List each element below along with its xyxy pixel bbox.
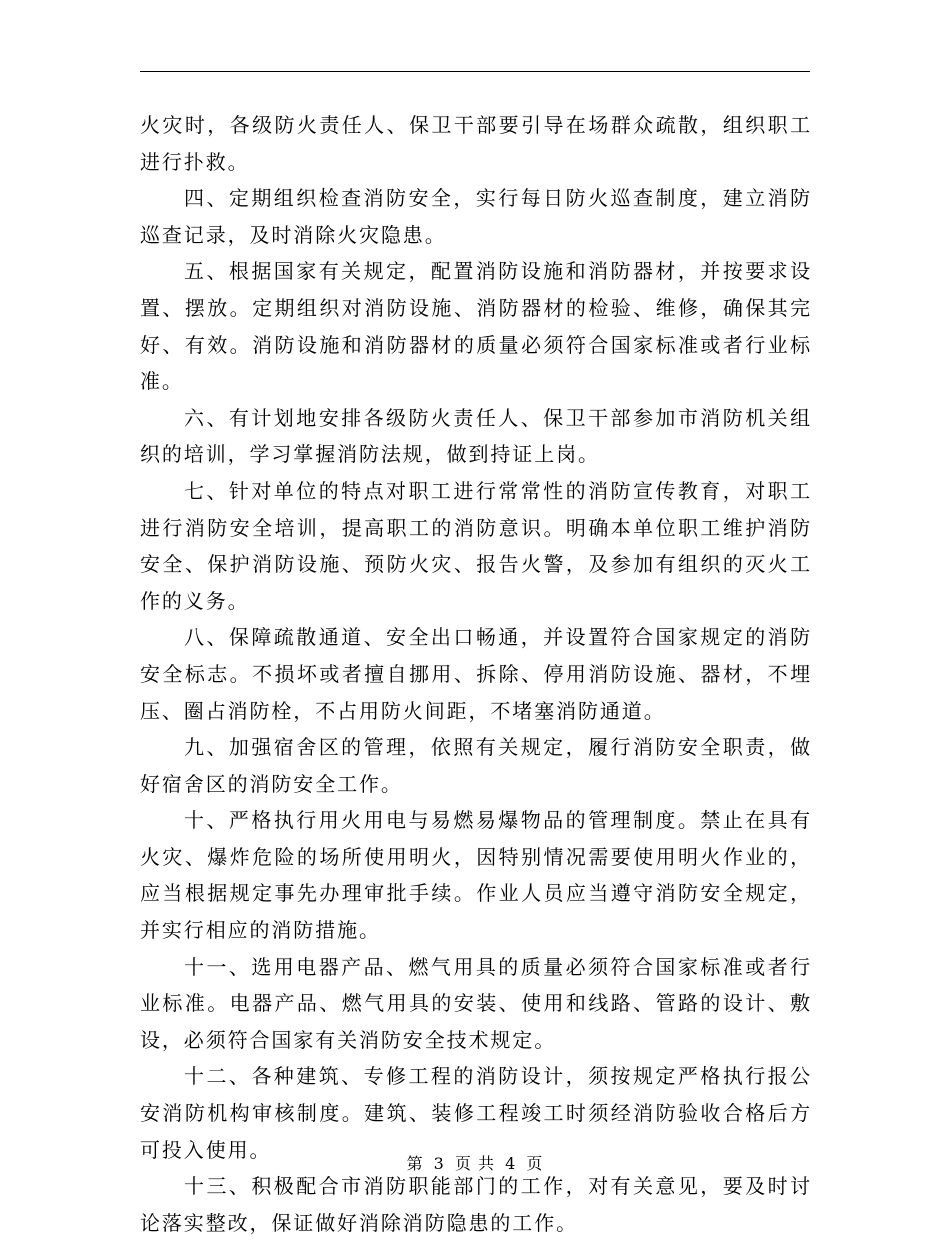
paragraph-item-4: 四、定期组织检查消防安全，实行每日防火巡查制度，建立消防巡查记录，及时消除火灾隐患。 [140, 186, 812, 247]
paragraph-item-12: 十二、各种建筑、专修工程的消防设计，须按规定严格执行报公安消防机构审核制度。建筑、装修工程竣工时须经消防验收合格后方可投入使用。 [140, 1064, 812, 1162]
document-body [140, 107, 812, 1241]
paragraph-item-6: 六、有计划地安排各级防火责任人、保卫干部参加市消防机关组织的培训，学习掌握消防法规，做到持证上岗。 [140, 405, 812, 467]
paragraph-item-5: 五、根据国家有关规定，配置消防设施和消防器材，并按要求设置、摆放。定期组织对消防设施、消防器材的检验、维修，确保其完好、有效。消防设施和消防器材的质量必须符合国家标准或者行业标准。 [140, 259, 812, 394]
footer-middle: 页 共 [454, 1154, 496, 1173]
page-number-footer [0, 1152, 950, 1176]
paragraph-item-8: 八、保障疏散通道、安全出口畅通，并设置符合国家规定的消防安全标志。不损坏或者擅自挪用、拆除、停用消防设施、器材，不埋压、圈占消防栓，不占用防火间距，不堵塞消防通道。 [140, 625, 812, 723]
footer-suffix: 页 [526, 1154, 544, 1173]
paragraph-item-7: 七、针对单位的特点对职工进行常常性的消防宣传教育，对职工进行消防安全培训，提高职工的消防意识。明确本单位职工维护消防安全、保护消防设施、预防火灾、报告火警，及参加有组织的灭火工作的义务。 [140, 478, 812, 613]
paragraph-item-9: 九、加强宿舍区的管理，依照有关规定，履行消防安全职责，做好宿舍区的消防安全工作。 [140, 735, 812, 796]
header-rule [140, 71, 810, 72]
footer-prefix: 第 [406, 1154, 424, 1173]
total-page-number: 4 [505, 1154, 517, 1173]
paragraph-item-13: 十三、积极配合市消防职能部门的工作，对有关意见，要及时讨论落实整改，保证做好消除消防隐患的工作。 [140, 1174, 812, 1235]
paragraph-continued: 火灾时，各级防火责任人、保卫干部要引导在场群众疏散，组织职工进行扑救。 [140, 113, 812, 174]
paragraph-item-10: 十、严格执行用火用电与易燃易爆物品的管理制度。禁止在具有火灾、爆炸危险的场所使用明火，因特别情况需要使用明火作业的，应当根据规定事先办理审批手续。作业人员应当遵守消防安全规定，并实行相应的消防措施。 [140, 808, 812, 943]
current-page-number: 3 [433, 1154, 445, 1173]
paragraph-item-11: 十一、选用电器产品、燃气用具的质量必须符合国家标准或者行业标准。电器产品、燃气用具的安装、使用和线路、管路的设计、敷设，必须符合国家有关消防安全技术规定。 [140, 954, 812, 1052]
